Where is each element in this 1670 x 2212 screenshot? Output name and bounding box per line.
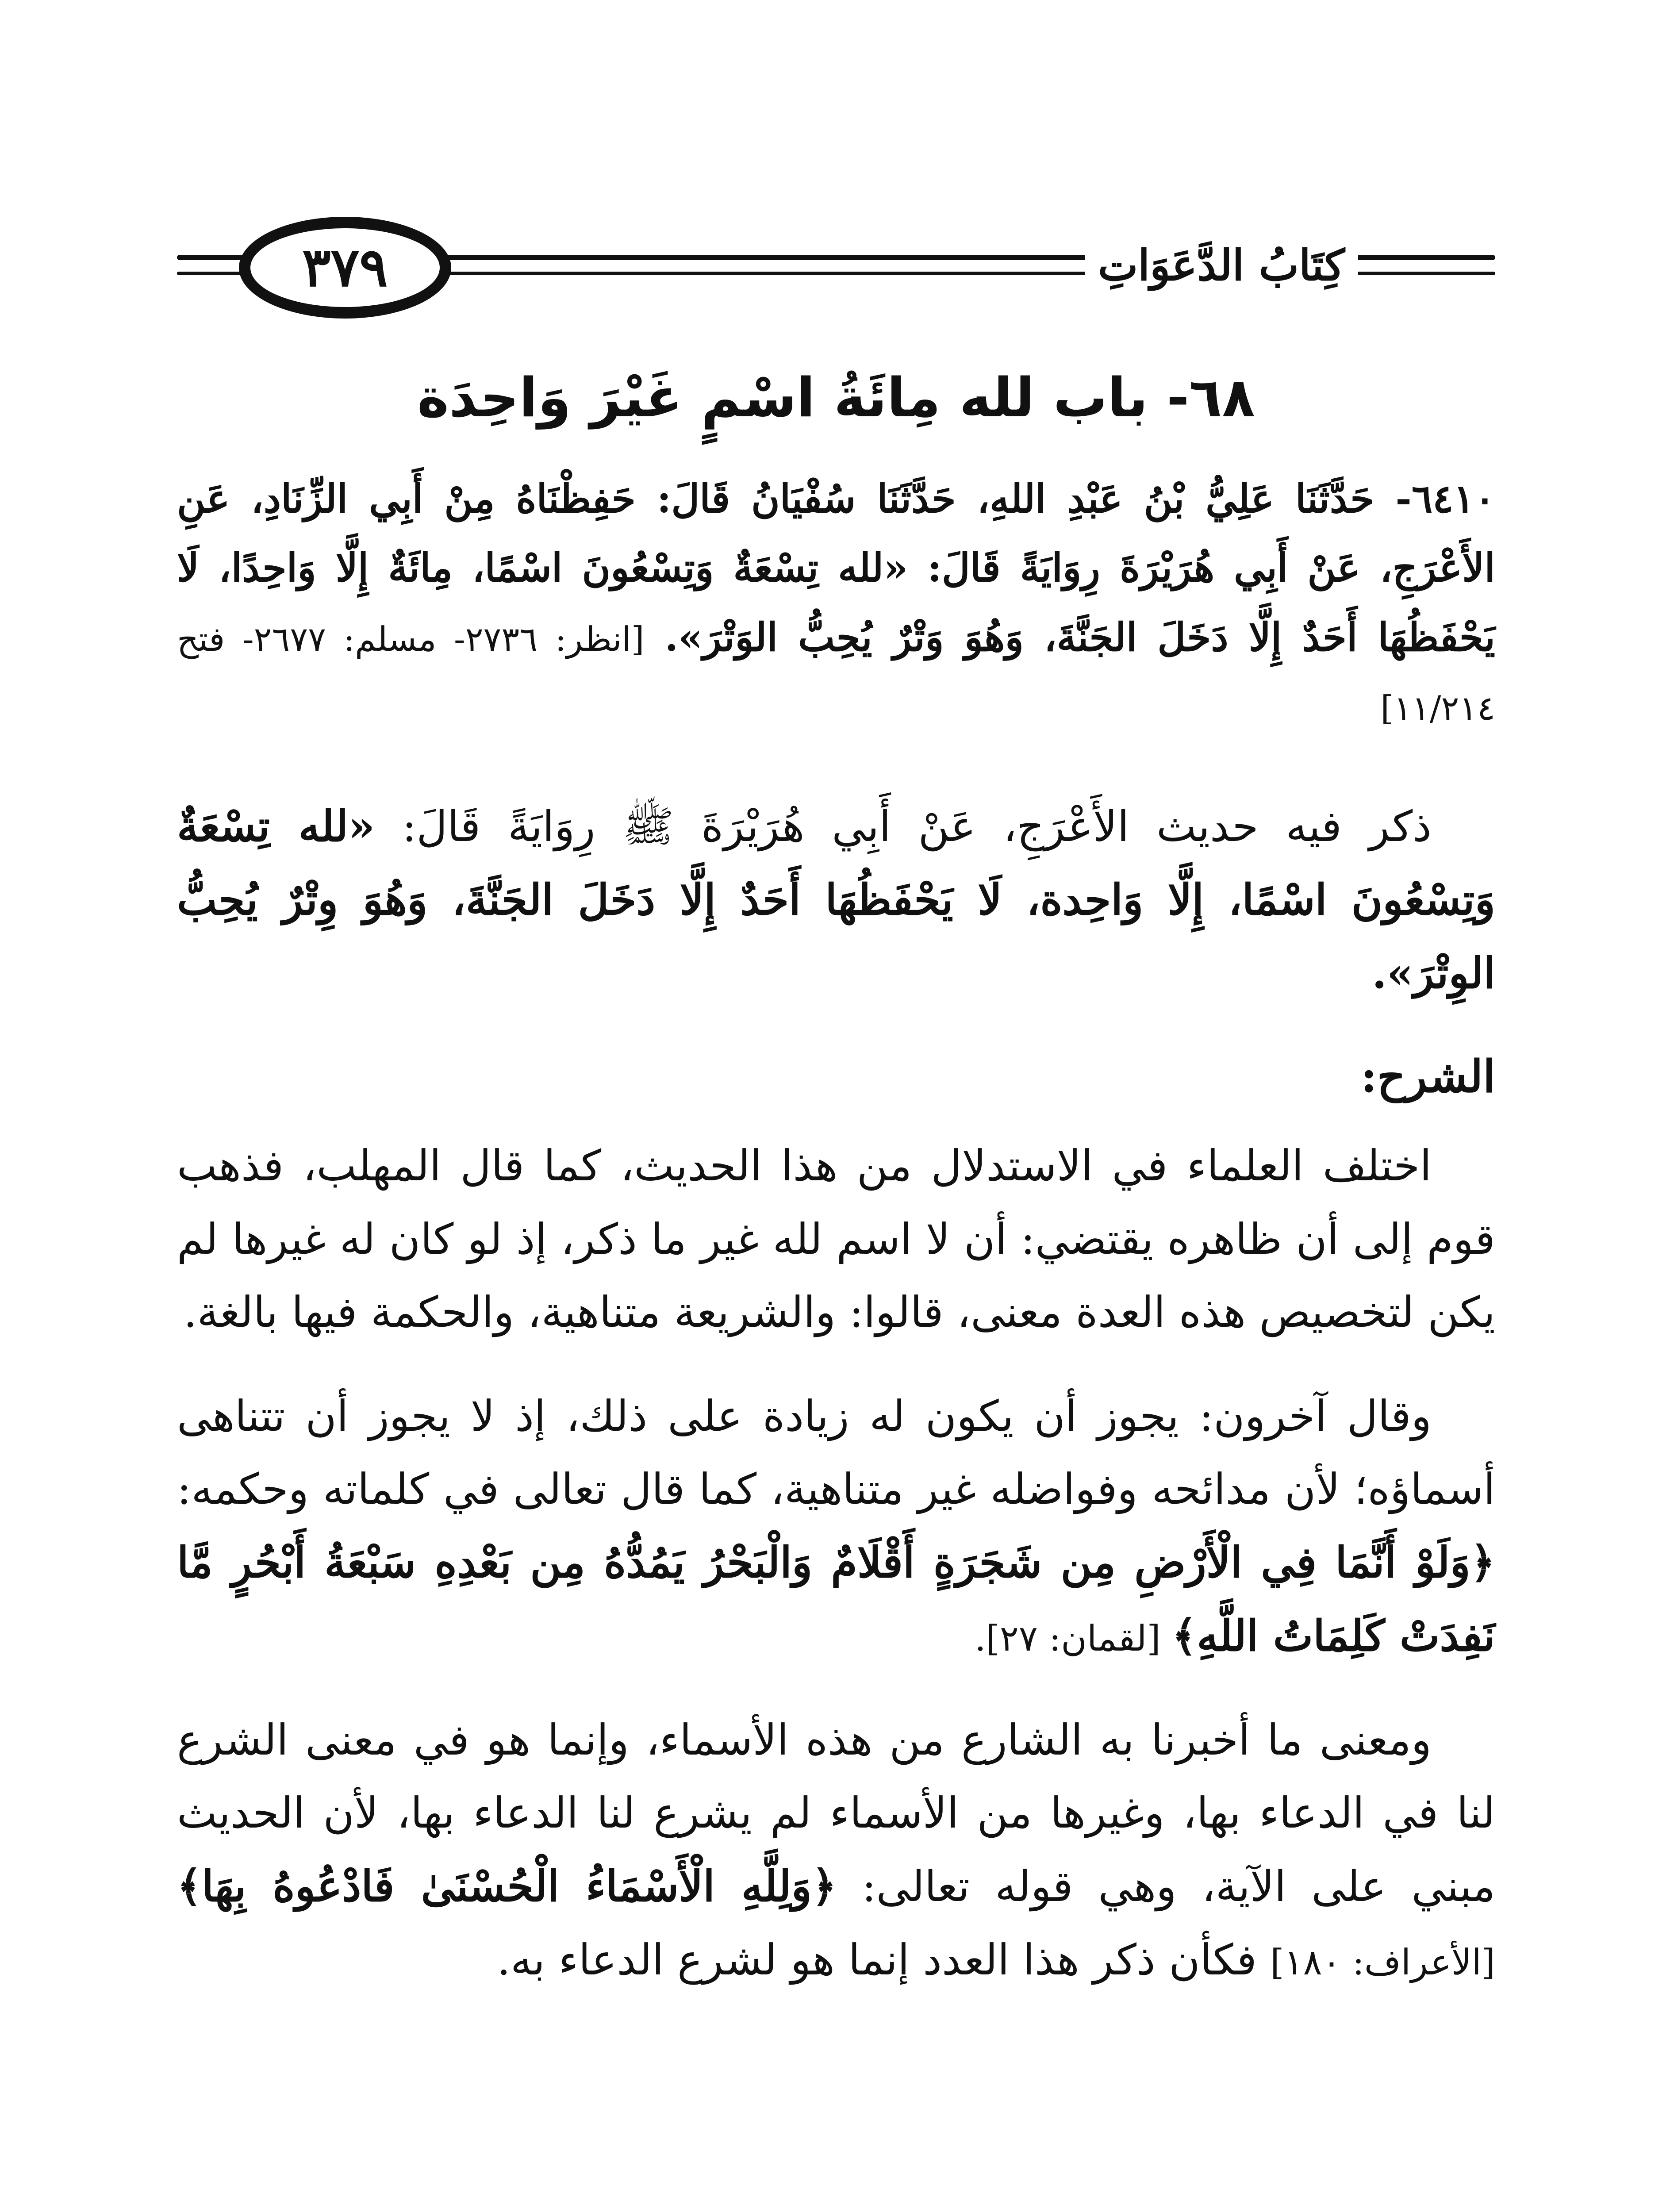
book-title: كِتَابُ الدَّعَوَاتِ xyxy=(1085,244,1358,287)
hadith-summary xyxy=(177,790,1495,1010)
hadith-text xyxy=(177,464,1495,741)
sharh-paragraph-2 xyxy=(177,1380,1495,1673)
summary-intro: ذكر فيه حديث الأَعْرَجِ، عَنْ أَبِي هُرَيْرَةَ ﷺ رِوَايَةً قَالَ: xyxy=(375,802,1432,852)
summary-quote: «لله تِسْعَةٌ وَتِسْعُونَ اسْمًا، إِلَّا وَاحِدة، لَا يَحْفَظُهَا أَحَدٌ إِلَّا دَخَلَ الجَنَّةَ، وَهُوَ وِتْرٌ يُحِبُّ الوِتْرَ». xyxy=(177,801,1495,998)
sharh-paragraph-3 xyxy=(177,1704,1495,1996)
quran-verse-araf: ﴿وَلِلَّهِ الْأَسْمَاءُ الْحُسْنَىٰ فَادْعُوهُ بِهَا﴾ xyxy=(177,1861,837,1912)
sharh-paragraph-1: اختلف العلماء في الاستدلال من هذا الحديث، كما قال المهلب، فذهب قوم إلى أن ظاهره يقتضي: أن لا اسم لله غير ما ذكر، إذ لو كان له غيرها لم يكن لتخصيص هذه العدة معنى، قالوا: والشريعة متناهية، والحكمة فيها بالغة. xyxy=(177,1141,1496,1337)
running-header xyxy=(177,212,1495,327)
para3-intro: ومعنى ما أخبرنا به الشارع من هذه الأسماء، وإنما هو في معنى الشرع لنا في الدعاء بها، وغيرها من الأسماء لم يشرع لنا الدعاء بها، لأن الحديث مبني على الآية، وهي قوله تعالى: xyxy=(177,1715,1496,1912)
hadith-reference: [انظر: ٢٧٣٦- مسلم: ٢٦٧٧- فتح ١١/٢١٤] xyxy=(177,619,1495,728)
quran-ref-araf: [الأعراف: ١٨٠] xyxy=(1270,1941,1495,1983)
header-rule-left-top xyxy=(177,255,243,260)
chapter-title: ٦٨- باب لله مِائَةُ اسْمٍ غَيْرَ وَاحِدَة xyxy=(417,366,1255,429)
quran-verse-luqman: ﴿وَلَوْ أَنَّمَا فِي الْأَرْضِ مِن شَجَرَةٍ أَقْلَامٌ وَالْبَحْرُ يَمُدُّهُ مِن بَعْدِهِ سَبْعَةُ أَبْحُرٍ مَّا نَفِدَتْ كَلِمَاتُ اللَّهِ﴾ xyxy=(177,1537,1495,1661)
section-spacer xyxy=(177,741,1495,790)
sharh-heading: الشرح: xyxy=(1360,1050,1495,1103)
para3-outro: فكأن ذكر هذا العدد إنما هو لشرع الدعاء به. xyxy=(497,1935,1271,1985)
quran-ref-luqman: [لقمان: ٢٧]. xyxy=(975,1618,1172,1659)
page-body xyxy=(177,363,1495,2028)
page-number-oval xyxy=(239,217,451,319)
page-number: ٣٧٩ xyxy=(302,236,388,299)
para2-intro: وقال آخرون: يجوز أن يكون له زيادة على ذلك، إذ لا يجوز أن تتناهى أسماؤه؛ لأن مدائحه وفواضله غير متناهية، كما قال تعالى في كلماته وحكمه: xyxy=(177,1391,1495,1514)
hadith-body: ٦٤١٠- حَدَّثَنَا عَلِيُّ بْنُ عَبْدِ اللهِ، حَدَّثَنَا سُفْيَانُ قَالَ: حَفِظْنَاهُ مِنْ أَبِي الزِّنَادِ، عَنِ الأَعْرَجِ، عَنْ أَبِي هُرَيْرَةَ رِوَايَةً قَالَ: «لله تِسْعَةٌ وَتِسْعُونَ اسْمًا، مِائَةٌ إِلَّا وَاحِدًا، لَا يَحْفَظُهَا أَحَدٌ إِلَّا دَخَلَ الجَنَّةَ، وَهُوَ وَتْرٌ يُحِبُّ الوَتْرَ». xyxy=(177,475,1495,660)
header-rule-left-bottom xyxy=(177,272,243,275)
